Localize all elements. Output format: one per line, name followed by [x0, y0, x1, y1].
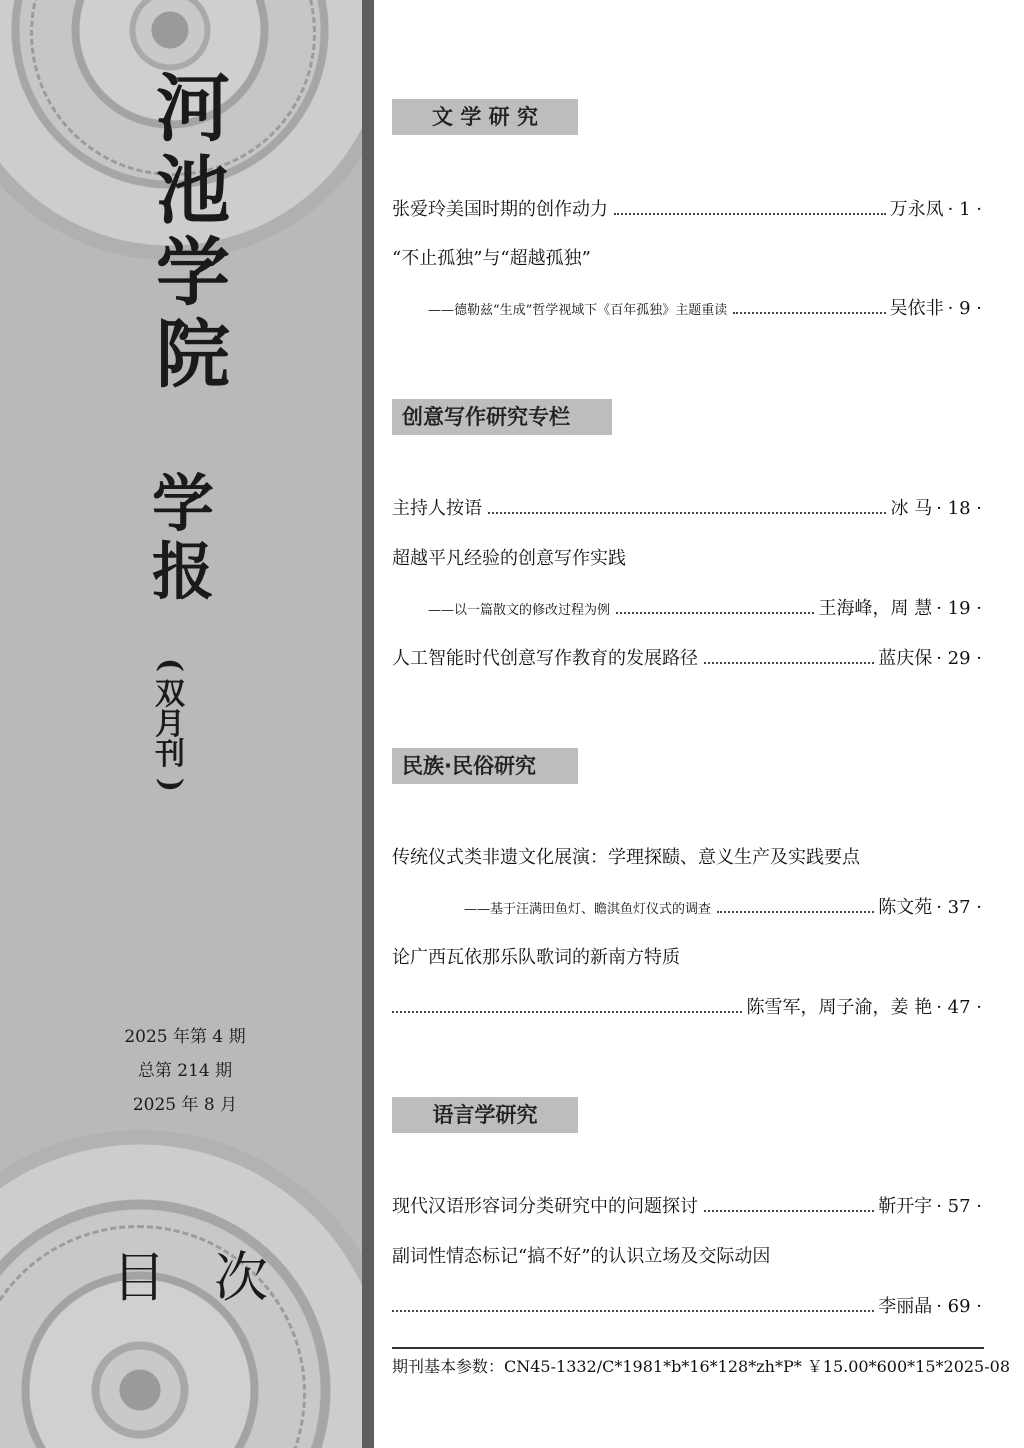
leader-dots	[717, 911, 874, 913]
leader-dots	[488, 512, 886, 514]
leader-dots	[392, 1011, 742, 1013]
entry-title: 张爱玲美国时期的创作动力	[392, 199, 608, 220]
frequency-char: 刊	[155, 737, 185, 772]
toc-entry[interactable]	[392, 545, 982, 573]
entry-title: 主持人按语	[392, 498, 482, 519]
toc-entry-authors[interactable]	[392, 994, 982, 1022]
entry-page: · 18 ·	[936, 498, 982, 519]
toc-entry[interactable]	[392, 1243, 982, 1271]
leader-dots	[616, 612, 814, 614]
leader-dots	[392, 1310, 874, 1312]
entry-title: 现代汉语形容词分类研究中的问题探讨	[392, 1196, 698, 1217]
spine-divider	[362, 0, 374, 1448]
entry-author: 王海峰，周 慧	[818, 598, 933, 619]
frequency-char: 双	[155, 677, 185, 712]
frequency-bracket: )	[152, 777, 188, 793]
section-header: 文 学 研 究	[392, 99, 578, 135]
entry-subtitle: ——基于汪满田鱼灯、瞻淇鱼灯仪式的调查	[464, 902, 712, 917]
entry-page: · 57 ·	[936, 1196, 982, 1217]
entry-author: 陈文苑	[878, 897, 933, 918]
entry-author: 冰 马	[890, 498, 933, 519]
entry-title: 超越平凡经验的创意写作实践	[392, 548, 626, 569]
entry-title: 副词性情态标记“搞不好”的认识立场及交际动因	[392, 1246, 771, 1267]
entry-title: 人工智能时代创意写作教育的发展路径	[392, 648, 698, 669]
toc-label: 目次	[112, 1246, 316, 1309]
entry-page: · 9 ·	[947, 298, 982, 319]
toc-entry-authors[interactable]	[392, 1293, 982, 1321]
entry-author: 陈雪军，周子渝，姜 艳	[746, 997, 933, 1018]
journal-title-char: 院	[156, 312, 230, 398]
journal-title-char: 池	[156, 148, 230, 234]
leader-dots	[704, 662, 874, 664]
publication-frequency	[140, 650, 200, 800]
section-header: 语言学研究	[392, 1097, 578, 1133]
entry-title: “不止孤独”与“超越孤独”	[392, 248, 591, 269]
entry-subtitle: ——以一篇散文的修改过程为例	[428, 603, 611, 618]
toc-entry[interactable]	[392, 844, 982, 872]
entry-page: · 1 ·	[947, 199, 982, 220]
cover-panel	[0, 0, 362, 1448]
entry-page: · 69 ·	[936, 1296, 982, 1317]
entry-page: · 29 ·	[936, 648, 982, 669]
toc-entry[interactable]	[392, 944, 982, 972]
section-header: 民族·民俗研究	[392, 748, 578, 784]
entry-author: 蓝庆保	[878, 648, 933, 669]
frequency-char: 月	[155, 707, 185, 742]
entry-author: 靳开宇	[878, 1196, 933, 1217]
leader-dots	[733, 312, 885, 314]
entry-title: 传统仪式类非遗文化展演：学理探赜、意义生产及实践要点	[392, 847, 860, 868]
entry-subtitle: ——德勒兹“生成”哲学视域下《百年孤独》主题重读	[428, 303, 728, 318]
journal-parameters: 期刊基本参数：CN45-1332/C*1981*b*16*128*zh*P* ￥15.00*600*15*2025-08	[392, 1357, 1010, 1376]
issue-info	[95, 1020, 275, 1122]
leader-dots	[704, 1210, 874, 1212]
toc-entry[interactable]	[392, 245, 982, 273]
entry-page: · 37 ·	[936, 897, 982, 918]
frequency-bracket: (	[152, 657, 188, 673]
journal-title-char: 学	[156, 230, 230, 316]
journal-subtitle	[138, 467, 228, 608]
issue-year-number: 2025 年第 4 期	[124, 1027, 246, 1047]
leader-dots	[614, 213, 886, 215]
toc-entry-subtitle[interactable]	[392, 894, 982, 924]
journal-subtitle-char: 学	[151, 467, 214, 540]
table-of-contents	[392, 0, 1010, 1448]
entry-page: · 47 ·	[936, 997, 982, 1018]
journal-title-char: 河	[156, 66, 230, 152]
journal-title	[138, 68, 248, 396]
entry-author: 万永凤	[889, 199, 944, 220]
journal-subtitle-char: 报	[151, 535, 214, 608]
entry-author: 吴依非	[889, 298, 944, 319]
toc-entry[interactable]	[392, 196, 982, 224]
issue-month: 2025 年 8 月	[132, 1095, 238, 1115]
entry-author: 李丽晶	[878, 1296, 933, 1317]
issue-total: 总第 214 期	[137, 1061, 233, 1081]
entry-page: · 19 ·	[936, 598, 982, 619]
section-header: 创意写作研究专栏	[392, 399, 612, 435]
entry-title: 论广西瓦依那乐队歌词的新南方特质	[392, 947, 680, 968]
toc-entry[interactable]	[392, 645, 982, 673]
footer-rule	[392, 1347, 984, 1349]
toc-entry[interactable]	[392, 495, 982, 523]
toc-entry[interactable]	[392, 1193, 982, 1221]
toc-entry-subtitle[interactable]	[392, 595, 982, 625]
toc-entry-subtitle[interactable]	[392, 295, 982, 325]
